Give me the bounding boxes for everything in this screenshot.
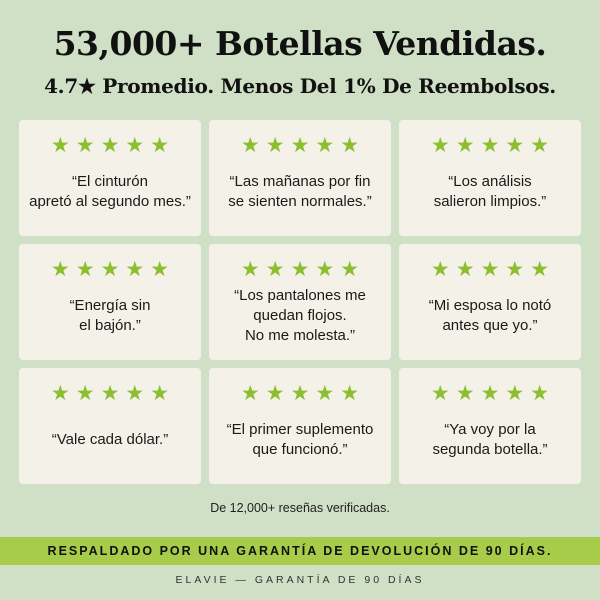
review-card	[399, 244, 581, 360]
review-quote: “Energía sin el bajón.”	[69, 297, 151, 334]
review-quote: “Las mañanas por fin se sienten normales.”	[228, 173, 372, 210]
star-icon: ★	[505, 133, 525, 157]
star-icon: ★	[505, 257, 525, 281]
star-icon: ★	[315, 133, 335, 157]
review-quote: “El primer suplemento que funcionó.”	[226, 421, 374, 458]
star-rating	[51, 134, 169, 156]
star-icon: ★	[455, 133, 475, 157]
star-icon: ★	[430, 133, 450, 157]
star-icon: ★	[75, 381, 95, 405]
star-icon: ★	[50, 257, 70, 281]
star-icon: ★	[290, 257, 310, 281]
star-icon: ★	[125, 257, 145, 281]
review-quote: “Vale cada dólar.”	[51, 431, 169, 448]
star-icon: ★	[430, 257, 450, 281]
star-icon: ★	[240, 133, 260, 157]
star-icon: ★	[125, 133, 145, 157]
review-card	[209, 120, 391, 236]
review-quote: “El cinturón apretó al segundo mes.”	[29, 173, 191, 210]
star-icon: ★	[480, 381, 500, 405]
review-card	[19, 368, 201, 484]
star-icon: ★	[340, 257, 360, 281]
star-icon: ★	[480, 133, 500, 157]
star-icon: ★	[530, 133, 550, 157]
star-rating	[51, 258, 169, 280]
star-icon: ★	[315, 257, 335, 281]
star-rating	[431, 134, 549, 156]
star-icon: ★	[240, 381, 260, 405]
star-icon: ★	[150, 133, 170, 157]
guarantee-banner	[0, 537, 600, 565]
star-icon: ★	[505, 381, 525, 405]
star-icon: ★	[530, 257, 550, 281]
star-icon: ★	[150, 257, 170, 281]
star-icon: ★	[455, 381, 475, 405]
star-icon: ★	[100, 257, 120, 281]
star-rating	[51, 382, 169, 404]
star-icon: ★	[150, 381, 170, 405]
star-icon: ★	[240, 257, 260, 281]
star-icon: ★	[265, 381, 285, 405]
star-icon: ★	[290, 133, 310, 157]
review-quote: “Los análisis salieron limpios.”	[433, 173, 547, 210]
star-icon: ★	[265, 257, 285, 281]
star-icon: ★	[530, 381, 550, 405]
star-icon: ★	[340, 381, 360, 405]
star-icon: ★	[100, 381, 120, 405]
review-card	[209, 368, 391, 484]
review-quote: “Ya voy por la segunda botella.”	[432, 421, 548, 458]
star-icon: ★	[480, 257, 500, 281]
brand-footer: ELAVIE — GARANTÍA DE 90 DÍAS	[175, 574, 425, 586]
verified-reviews-note: De 12,000+ reseñas verificadas.	[210, 501, 390, 515]
review-card	[209, 244, 391, 360]
review-grid	[19, 120, 581, 484]
subheadline: 4.7★ Promedio. Menos Del 1% De Reembolsos.	[44, 74, 556, 98]
review-card	[399, 120, 581, 236]
review-card	[19, 244, 201, 360]
star-icon: ★	[75, 133, 95, 157]
star-rating	[431, 258, 549, 280]
star-icon: ★	[290, 381, 310, 405]
review-quote: “Los pantalones me quedan flojos. No me molesta.”	[234, 287, 366, 344]
star-rating	[431, 382, 549, 404]
review-card	[399, 368, 581, 484]
star-icon: ★	[50, 133, 70, 157]
star-icon: ★	[50, 381, 70, 405]
star-icon: ★	[455, 257, 475, 281]
review-card	[19, 120, 201, 236]
star-rating	[241, 258, 359, 280]
star-icon: ★	[265, 133, 285, 157]
star-rating	[241, 134, 359, 156]
star-icon: ★	[430, 381, 450, 405]
star-icon: ★	[75, 257, 95, 281]
star-icon: ★	[125, 381, 145, 405]
headline: 53,000+ Botellas Vendidas.	[53, 24, 547, 63]
star-icon: ★	[340, 133, 360, 157]
star-rating	[241, 382, 359, 404]
star-icon: ★	[100, 133, 120, 157]
star-icon: ★	[315, 381, 335, 405]
review-quote: “Mi esposa lo notó antes que yo.”	[428, 297, 552, 334]
guarantee-text: RESPALDADO POR UNA GARANTÍA DE DEVOLUCIÓN DE 90 DÍAS.	[47, 544, 553, 558]
